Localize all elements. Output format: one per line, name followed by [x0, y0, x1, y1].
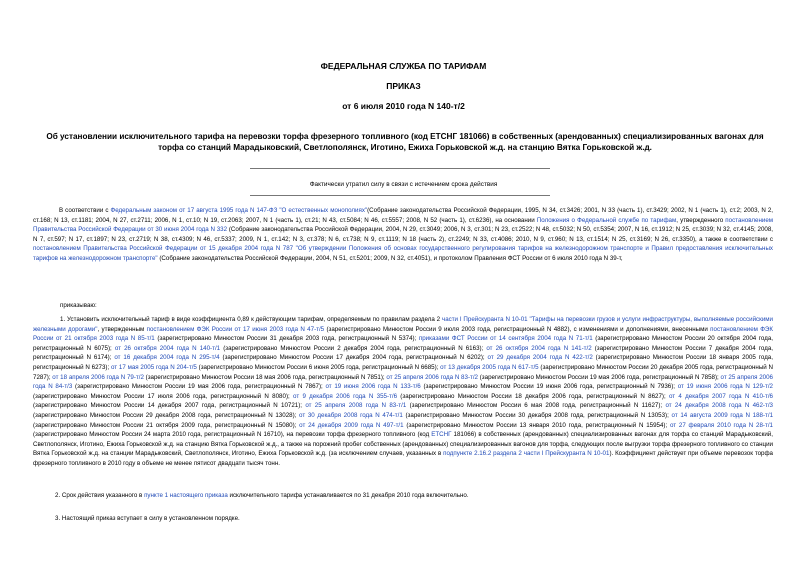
paragraph-text: (зарегистрировано Минюстом России 18 мая 2006 года, регистрационный N 7851);: [143, 373, 387, 381]
paragraph-text: (Собрание законодательства Российской Федерации, 2004, N 29, ст.3049; 2006, N 3, ст.301; N 23, ст.2522; N 48, ст.5032; N 50, ст.5354; 2007, N 16, ст.1912; N 25, ст.3039; N 32, ст.4145; 2008, N 7, ст.597; N 17, ст.1897; N 23, ст.2719; N 38, ст.4309; N 46, ст.5337; 2009, N 1, ст.142; N 3, ст.378; N 6, ст.738; N 9, ст.1119; N 18 (часть 2), ст.2249; N 33, ст.4086; 2010, N 9, ст.960; N 13, ст.1514; N 25, ст.3169; N 26, ст.3350), а также в соответствии с: [33, 226, 774, 243]
document-link[interactable]: ЕТСНГ: [431, 431, 452, 439]
paragraph-text: (зарегистрировано Минюстом России 6 мая 2008 года, регистрационный N 11627);: [406, 402, 666, 410]
document-link[interactable]: от 18 апреля 2006 года N 79-т/2: [52, 373, 144, 381]
paragraph-text: , утвержденным: [97, 325, 147, 333]
doc-type-heading: ПРИКАЗ: [386, 81, 421, 91]
document-link[interactable]: от 9 декабря 2006 года N 355-т/6: [293, 392, 398, 400]
paragraph-text: (зарегистрировано Минюстом России 21 октября 2009 года, регистрационный N 15080);: [33, 421, 300, 429]
order-label: приказываю:: [60, 302, 97, 309]
paragraph-text: 2. Срок действия указанного в: [55, 492, 145, 499]
document-link[interactable]: от 25 апреля 2006 года N 83-т/2: [386, 373, 478, 381]
paragraph-text: (зарегистрировано Минюстом России 19 июня 2006 года, регистрационный N 7936);: [420, 383, 678, 391]
document-link[interactable]: от 24 декабря 2009 года N 497-т/1: [299, 421, 404, 429]
document-link[interactable]: от 19 июня 2006 года N 133-т/6: [325, 383, 421, 391]
document-link[interactable]: Положения о Федеральной службе по тарифам: [536, 216, 677, 224]
paragraph-text: (Собрание законодательства Российской Федерации, 2004, N 51, ст.5201; 2009, N 32, ст.4051), и протоколом Правления ФСТ России от 6 июля 2010 года N 39-т,: [157, 254, 623, 262]
paragraph-text: 181066) в собственных (арендованных) специализированных вагонах для торфа со станций Марадыковский, Светлополянск, Иготино, Ежиха Горьковской ж.д. на станцию Вятка Горьковской ж.д., а также на порожний пробег собственных (арендованных) специализированных вагонов для торфа, следующих после выгрузки торфа фрезерного топливного со станции Вятка Горьковской ж.д. на станции Марадыковский, Светлополянск, Иготино, Ежиха Горьковской ж.д. (за исключением случаев, указанных в: [33, 431, 773, 458]
paragraph-text: (зарегистрировано Минюстом России 13 января 2010 года, регистрационный N 15954);: [403, 421, 670, 429]
paragraph-text: 1. Установить исключительный тариф в виде коэффициента 0,89 к действующим тарифам, определяемым по правилам раздела 2: [60, 316, 442, 323]
paragraph-text: (зарегистрировано Минюстом России 2 декабря 2004 года, регистрационный N 6163);: [220, 344, 487, 352]
paragraph-text: (зарегистрировано Минюстом России 18 декабря 2006 года, регистрационный N 8627);: [397, 392, 669, 400]
document-link[interactable]: от 4 декабря 2007 года N 410-т/6: [669, 392, 773, 400]
document-link[interactable]: приказами ФСТ России от 14 сентября 2004 года N 71-т/1: [418, 335, 593, 343]
document-link[interactable]: от 16 декабря 2004 года N 295-т/4: [114, 354, 220, 362]
paragraph-text: (зарегистрировано Минюстом России 6 июня 2005 года, регистрационный N 6685);: [196, 363, 441, 371]
document-link[interactable]: от 14 августа 2009 года N 188-т/1: [671, 411, 774, 419]
document-link[interactable]: от 26 октября 2004 года N 141-т/2: [486, 344, 592, 352]
paragraph-text: (зарегистрировано Минюстом России 19 мая 2006 года, регистрационный N 7858);: [478, 373, 721, 381]
paragraph-text: (зарегистрировано Минюстом России 19 мая 2006 года, регистрационный N 7867);: [72, 383, 326, 391]
paragraph-text: исключительного тарифа устанавливается по 31 декабря 2010 года включительно.: [227, 492, 469, 499]
paragraph-basis: [33, 206, 773, 264]
paragraph-text: 3. Настоящий приказ вступает в силу в установленном порядке.: [55, 515, 240, 522]
document-link[interactable]: Федеральным законом от 17 августа 1995 года N 147-ФЗ "О естественных монополиях": [110, 207, 368, 214]
document-link[interactable]: от 17 мая 2005 года N 204-т/5: [110, 363, 197, 371]
document-link[interactable]: постановлением ФЭК России от 21 октября 2003 года N 85-т/1: [33, 325, 773, 343]
document-link[interactable]: подпункте 2.16.2 раздела 2 части I Прейскуранта N 10-01: [443, 450, 610, 458]
paragraph-text: (зарегистрировано Минюстом России 17 декабря 2004 года, регистрационный N 6202);: [219, 354, 488, 362]
document-link[interactable]: от 29 декабря 2004 года N 422-т/2: [487, 354, 593, 362]
paragraph-text: , утвержденного: [676, 216, 726, 224]
document-link[interactable]: пункте 1 настоящего приказа: [144, 492, 228, 499]
paragraph-text: В соответствии с: [59, 207, 111, 214]
paragraph-item-1: [33, 315, 773, 469]
document-link[interactable]: от 27 февраля 2010 года N 28-т/1: [669, 421, 773, 429]
document-link[interactable]: от 24 декабря 2008 года N 462-т/3: [665, 402, 773, 410]
divider-top: [250, 168, 550, 169]
document-link[interactable]: от 26 октября 2004 года N 140-т/1: [114, 344, 221, 352]
paragraph-text: (зарегистрировано Минюстом России 20 октября 2004 года, регистрационный N 6075);: [33, 335, 773, 352]
paragraph-text: (зарегистрировано Минюстом России 31 декабря 2003 года, регистрационный N 5374);: [154, 335, 419, 343]
divider-bottom: [250, 195, 550, 196]
document-link[interactable]: постановлением ФЭК России от 17 июня 2003 года N 47-т/5: [146, 325, 325, 333]
document-link[interactable]: от 13 декабря 2005 года N 617-т/5: [440, 363, 539, 371]
document-link[interactable]: части I Прейскуранта N 10-01 "Тарифы на перевозки грузов и услуги инфраструктуры, выполняемые российскими железными дорогами": [33, 316, 773, 333]
paragraph-text: (зарегистрировано Минюстом России 20 декабря 2005 года, регистрационный N 7287);: [33, 363, 773, 381]
document-link[interactable]: от 25 апреля 2008 года N 83-т/1: [305, 402, 407, 410]
paragraph-text: ). Коэффициент действует при объеме перевозок торфа фрезерного топливного в 2010 году в объеме не менее пятисот двадцати тысяч тонн.: [33, 450, 773, 467]
paragraph-text: (зарегистрировано Минюстом России 17 июля 2006 года, регистрационный N 8080);: [33, 392, 294, 400]
paragraph-text: (зарегистрировано Минюстом России 24 марта 2010 года, регистрационный N 16710), на перевозки торфа фрезерного топливного (код: [33, 431, 432, 439]
document-link[interactable]: постановлением Правительства Российской Федерации от 15 декабря 2004 года N 787 "Об утверждении Положения об основах государственного регулирования тарифов на железнодорожном транспорте и Правил предоставления исключительных тарифов на железнодорожном транспорте": [33, 245, 773, 262]
status-note: Фактически утратил силу в связи с истечением срока действия: [309, 181, 498, 188]
paragraph-text: (зарегистрировано Минюстом России 29 декабря 2008 года, регистрационный N 13028);: [33, 411, 300, 419]
date-number-heading: от 6 июля 2010 года N 140-т/2: [342, 101, 465, 111]
document-link[interactable]: от 25 апреля 2006 года N 84-т/3: [33, 373, 773, 391]
paragraph-text: (зарегистрировано Минюстом России 14 декабря 2007 года, регистрационный N 10721);: [33, 402, 306, 410]
paragraph-text: (зарегистрировано Минюстом России 7 декабря 2004 года, регистрационный N 6174);: [33, 344, 773, 362]
document-title: Об установлении исключительного тарифа на перевозки торфа фрезерного топливного (код ЕТСНГ 181066) в собственных (арендованных) специализированных вагонах для торфа со станций Марадыковский, Светлополянск, Иготино, Ежиха Горьковской ж.д. на станцию Вятка Горьковской ж.д.: [46, 132, 764, 152]
document-link[interactable]: постановлением Правительства Российской Федерации от 30 июня 2004 года N 332: [33, 216, 774, 234]
paragraph-text: (зарегистрировано Минюстом России 30 декабря 2008 года, регистрационный N 13053);: [402, 411, 672, 419]
paragraph-text: (зарегистрировано Минюстом России 9 июля 2003 года, регистрационный N 4882), с изменениями и дополнениями, внесенными: [324, 325, 711, 333]
document-link[interactable]: от 30 декабря 2008 года N 474-т/1: [299, 411, 403, 419]
paragraph-item-2: [33, 491, 773, 501]
paragraph-item-3: [33, 514, 773, 524]
paragraph-text: (зарегистрировано Минюстом России 18 января 2005 года, регистрационный N 6273);: [33, 354, 773, 371]
agency-heading: ФЕДЕРАЛЬНАЯ СЛУЖБА ПО ТАРИФАМ: [320, 61, 487, 71]
document-link[interactable]: от 19 июня 2006 года N 129-т/2: [677, 383, 773, 391]
paragraph-text: (Собрание законодательства Российской Федерации, 1995, N 34, ст.3426; 2001, N 33 (часть 1), ст.3429; 2002, N 1 (часть 1), ст.2; 2003, N 2, ст.168; N 13, ст.1181; 2004, N 27, ст.2711; 2006, N 1, ст.10; N 19, ст.2063; 2007, N 1 (часть 1), ст.21; N 43, ст.5084; N 46, ст.5557; 2008, N 52 (часть 1), ст.6236), на основании: [33, 207, 774, 224]
